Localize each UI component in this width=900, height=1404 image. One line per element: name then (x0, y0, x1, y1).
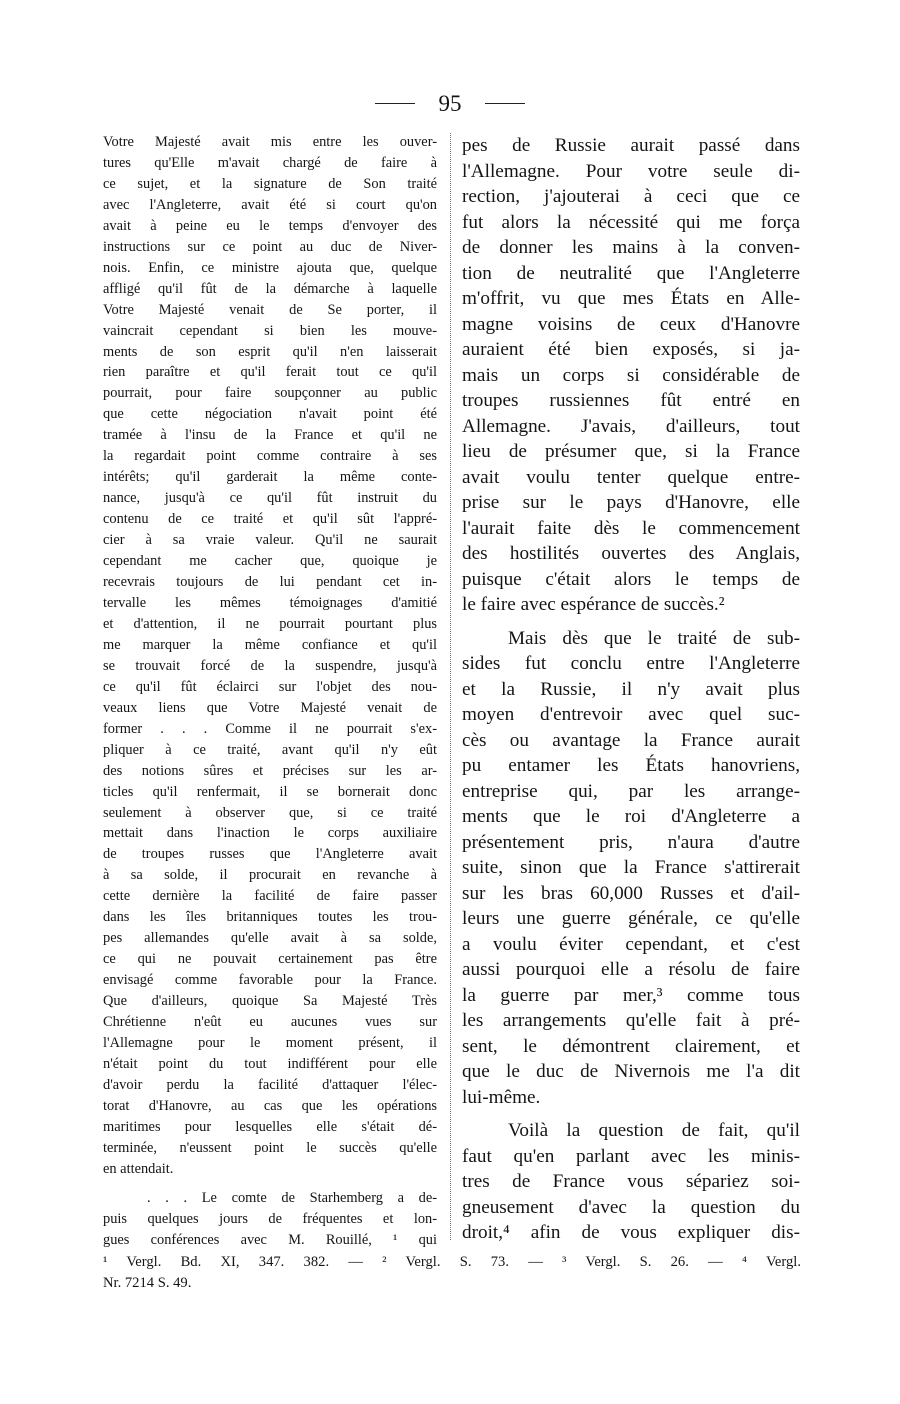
text-line: pes allemandes qu'elle avait à sa solde, (103, 930, 437, 947)
text-line: de troupes russes que l'Angleterre avait (103, 846, 437, 863)
text-line: Allemagne. J'avais, d'ailleurs, tout (462, 415, 800, 437)
text-line: fut alors la nécessité qui me força (462, 211, 800, 233)
page-number: 95 (438, 91, 462, 116)
text-line: Chrétienne n'eût eu aucunes vues sur (103, 1014, 437, 1031)
text-line: tramée à l'insu de la France et qu'il ne (103, 427, 437, 444)
text-line: former . . . Comme il ne pourrait s'ex- (103, 720, 437, 737)
footnote-line: ¹ Vergl. Bd. XI, 347. 382. — ² Vergl. S. 73. — ³ Vergl. S. 26. — ⁴ Vergl. (103, 1254, 801, 1270)
text-line: nois. Enfin, ce ministre ajouta que, quelque (103, 259, 437, 276)
text-line: magne voisins de ceux d'Hanovre (462, 313, 800, 335)
paragraph (462, 133, 800, 618)
text-line: maritimes pour lesquelles elle s'était dé- (103, 1118, 437, 1135)
text-line: Votre Majesté venait de Se porter, il (103, 301, 437, 318)
text-line: n'était point du tout indifférent pour elle (103, 1055, 437, 1072)
text-line: torat d'Hanovre, au cas que les opérations (103, 1097, 437, 1114)
text-line: vaincrait cependant si bien les mouve- (103, 322, 437, 339)
text-line: se trouvait forcé de la suspendre, jusqu'à (103, 657, 437, 674)
text-line: tion de neutralité que l'Angleterre (462, 262, 800, 284)
text-line: puis quelques jours de fréquentes et lon- (103, 1210, 437, 1227)
text-line: a voulu éviter cependant, et c'est (462, 933, 800, 955)
text-line: envisagé comme favorable pour la France. (103, 972, 437, 989)
text-line: sent, le démontrent clairement, et (462, 1035, 800, 1057)
text-line: seulement à observer que, si ce traité (103, 804, 437, 821)
text-line: suite, sinon que la France s'attirerait (462, 857, 800, 878)
text-line: Que d'ailleurs, quoique Sa Majesté Très (103, 993, 437, 1010)
text-line: veaux liens que Votre Majesté venait de (103, 699, 437, 716)
text-line: mais un corps si considérable de (462, 364, 800, 386)
page-header (0, 90, 900, 124)
text-line: de donner les mains à la conven- (462, 237, 800, 258)
text-line: que le duc de Nivernois me l'a dit (462, 1061, 800, 1082)
text-line: la guerre par mer,³ comme tous (462, 984, 800, 1006)
text-line: des hostilités ouvertes des Anglais, (462, 543, 800, 564)
text-line: pu entamer les États hanovriens, (462, 755, 800, 776)
text-line: l'Allemagne. Pour votre seule di- (462, 160, 800, 182)
header-rule-right (485, 103, 525, 104)
text-line: sides fut conclu entre l'Angleterre (462, 653, 800, 674)
text-line: terminée, n'eussent point le succès qu'elle (103, 1139, 437, 1156)
text-line: cès ou avantage la France aurait (462, 729, 800, 751)
text-line: lieu de présumer que, si la France (462, 441, 800, 462)
text-line: leurs une guerre générale, ce qu'elle (462, 908, 800, 929)
text-line: Voilà la question de fait, qu'il (508, 1120, 800, 1141)
text-line: avait à peine eu le temps d'envoyer des (103, 217, 437, 234)
text-line: entreprise qui, par les arrange- (462, 780, 800, 802)
paragraph (103, 1188, 437, 1251)
text-line: . . . Le comte de Starhemberg a de- (147, 1189, 437, 1206)
text-line: la regardait point comme contraire à ses (103, 448, 437, 465)
text-line: rection, j'ajouterai à ceci que ce (462, 186, 800, 207)
text-line: rien paraître et qu'il ferait tout ce qu'il (103, 364, 437, 381)
text-line: cependant me cacher que, quoique je (103, 553, 437, 570)
text-line: lui-même. (462, 1086, 541, 1108)
text-line: dans les îles britanniques toutes les trou- (103, 909, 437, 926)
column-divider (450, 133, 451, 1240)
text-line: me marquer la même confiance et qu'il (103, 636, 437, 653)
text-line: gues conférences avec M. Rouillé, ¹ qui (103, 1231, 437, 1248)
text-line: des notions sûres et précises sur les ar- (103, 762, 437, 779)
text-line: ments de son esprit qu'il n'en laisserait (103, 343, 437, 360)
text-line: tres de France vous sépariez soi- (462, 1171, 800, 1192)
text-line: ments que le roi d'Angleterre a (462, 806, 800, 827)
text-line: et d'attention, il ne pourrait pourtant plus (103, 615, 437, 632)
text-line: que cette négociation n'avait point été (103, 406, 437, 423)
text-line: ce qui ne pouvait certainement pas être (103, 951, 437, 968)
paragraph (462, 626, 800, 1111)
left-column (103, 132, 437, 1251)
text-line: pes de Russie aurait passé dans (462, 135, 800, 156)
text-line: droit,⁴ afin de vous expliquer dis- (462, 1222, 800, 1243)
text-line: tervalle les mêmes témoignages d'amitié (103, 594, 437, 611)
paragraph-gap (103, 1180, 437, 1188)
paragraph (462, 1118, 800, 1246)
footnotes (103, 1252, 801, 1294)
text-line: pourrait, pour faire soupçonner au public (103, 385, 437, 402)
paragraph-gap (462, 1110, 800, 1118)
text-line: l'Allemagne pour le moment présent, il (103, 1034, 437, 1051)
text-line: auraient été bien exposés, si ja- (462, 339, 800, 360)
text-line: les arrangements qu'elle fait à pré- (462, 1010, 800, 1031)
footnote-line: Nr. 7214 S. 49. (103, 1275, 192, 1291)
text-line: cette dernière la facilité de faire passer (103, 888, 437, 905)
text-line: tures qu'Elle m'avait chargé de faire à (103, 154, 437, 171)
text-line: faut qu'en parlant avec les minis- (462, 1145, 800, 1167)
text-line: et la Russie, il n'y avait plus (462, 678, 800, 700)
header-rule-left (375, 103, 415, 104)
text-line: le faire avec espérance de succès.² (462, 594, 725, 615)
text-line: contenu de ce traité et qu'il sût l'appré- (103, 511, 437, 528)
text-line: intérêts; qu'il garderait la même conte- (103, 469, 437, 486)
text-line: troupes russiennes fût entré en (462, 390, 800, 411)
text-line: gneusement d'avec la question du (462, 1196, 800, 1218)
text-line: sur les bras 60,000 Russes et d'ail- (462, 882, 800, 904)
text-line: en attendait. (103, 1160, 174, 1177)
text-line: pliquer à ce traité, avant qu'il n'y eût (103, 741, 437, 758)
paragraph-gap (462, 618, 800, 626)
paragraph (103, 132, 437, 1180)
text-line: l'aurait faite dès le commencement (462, 517, 800, 539)
text-line: Mais dès que le traité de sub- (508, 627, 800, 649)
text-line: ticles qu'il renfermait, il se bornerait donc (103, 783, 437, 800)
text-line: Votre Majesté avait mis entre les ouver- (103, 134, 437, 150)
text-line: moyen d'entrevoir avec quel suc- (462, 704, 800, 725)
text-line: instructions sur ce point au duc de Niver- (103, 238, 437, 255)
text-line: aussi pourquoi elle a résolu de faire (462, 959, 800, 980)
text-line: mettait dans l'inaction le corps auxiliaire (103, 825, 437, 842)
text-line: ce qu'il fût éclairci sur l'objet des nou- (103, 678, 437, 695)
text-line: puisque c'était alors le temps de (462, 568, 800, 590)
text-line: présentement pris, n'aura d'autre (462, 831, 800, 853)
text-line: affligé qu'il fût de la démarche à laquelle (103, 280, 437, 297)
text-line: avait voulu tenter quelque entre- (462, 466, 800, 488)
text-line: m'offrit, vu que mes États en Alle- (462, 288, 800, 309)
text-line: d'avoir perdu la facilité d'attaquer l'élec- (103, 1076, 437, 1093)
text-line: prise sur le pays d'Hanovre, elle (462, 492, 800, 513)
text-line: à sa solde, il procurait en revanche à (103, 867, 437, 884)
text-line: ce sujet, et la signature de Son traité (103, 175, 437, 192)
right-column (462, 133, 800, 1246)
text-line: recevrais toujours de lui pendant cet in- (103, 574, 437, 591)
text-line: cier à sa vraie valeur. Qu'il ne saurait (103, 532, 437, 549)
text-line: avec l'Angleterre, avait été si court qu'on (103, 196, 437, 213)
text-line: nance, jusqu'à ce qu'il fût instruit du (103, 490, 437, 507)
